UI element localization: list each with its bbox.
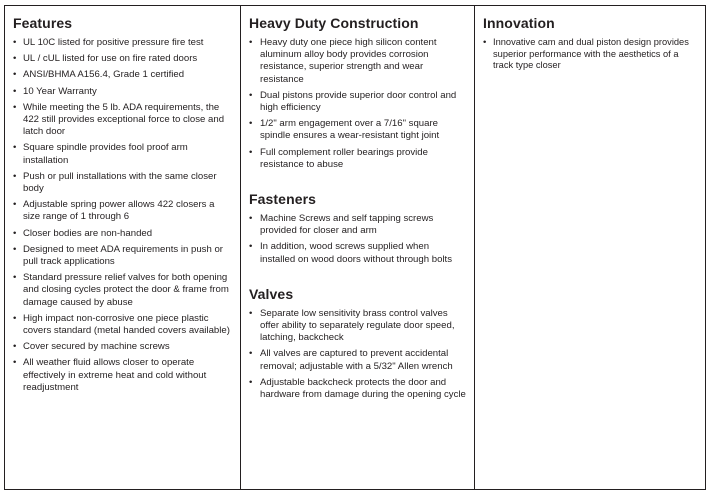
innovation-heading: Innovation [483, 15, 555, 31]
valves-heading: Valves [249, 285, 294, 302]
construction-column [241, 6, 475, 489]
fasteners-heading: Fasteners [249, 191, 317, 208]
fasteners-list [249, 213, 466, 266]
list-item: • Push or pull installations with the same closer body [13, 171, 232, 195]
list-item: • All valves are captured to prevent accidental removal; adjustable with a 5/32" Allen wrench [249, 348, 466, 372]
list-item: • 1/2" arm engagement over a 7/16" square spindle ensures a wear-resistant tight joint [249, 118, 466, 142]
list-item: • Innovative cam and dual piston design provides superior performance with the aesthetics of a track type closer [483, 37, 697, 72]
list-item: • Full complement roller bearings provide resistance to abuse [249, 147, 466, 171]
list-item: • Adjustable spring power allows 422 closers a size range of 1 through 6 [13, 199, 232, 223]
list-item: • UL 10C listed for positive pressure fire test [13, 37, 232, 49]
spec-table [4, 5, 706, 490]
list-item: • Dual pistons provide superior door control and high efficiency [249, 90, 466, 114]
list-item: • Designed to meet ADA requirements in push or pull track applications [13, 244, 232, 268]
list-item: • UL / cUL listed for use on fire rated doors [13, 53, 232, 65]
valves-list [249, 308, 466, 401]
innovation-column [475, 6, 705, 489]
list-item: • Adjustable backcheck protects the door and hardware from damage during the opening cycle [249, 377, 466, 401]
features-heading: Features [13, 15, 73, 31]
list-item: • Separate low sensitivity brass control valves offer ability to separately regulate door speed, latching, backcheck [249, 308, 466, 345]
construction-heading: Heavy Duty Construction [249, 15, 419, 31]
list-item: • While meeting the 5 lb. ADA requirements, the 422 still provides exceptional force to close and latch door [13, 102, 232, 139]
list-item: • 10 Year Warranty [13, 86, 232, 98]
list-item: • Cover secured by machine screws [13, 341, 232, 353]
innovation-list [483, 37, 697, 72]
list-item: • Standard pressure relief valves for both opening and closing cycles protect the door & frame from damage caused by abuse [13, 272, 232, 309]
features-column [5, 6, 241, 489]
list-item: • Closer bodies are non-handed [13, 228, 232, 240]
list-item: • All weather fluid allows closer to operate effectively in extreme heat and cold without readjustment [13, 357, 232, 394]
list-item: • Machine Screws and self tapping screws provided for closer and arm [249, 213, 466, 237]
list-item: • In addition, wood screws supplied when installed on wood doors without through bolts [249, 241, 466, 265]
list-item: • Heavy duty one piece high silicon content aluminum alloy body provides corrosion resistance, superior strength and wear resistance [249, 37, 466, 86]
features-list [13, 37, 232, 394]
construction-list [249, 37, 466, 171]
list-item: • Square spindle provides fool proof arm installation [13, 142, 232, 166]
list-item: • High impact non-corrosive one piece plastic covers standard (metal handed covers available) [13, 313, 232, 337]
list-item: • ANSI/BHMA A156.4, Grade 1 certified [13, 69, 232, 81]
